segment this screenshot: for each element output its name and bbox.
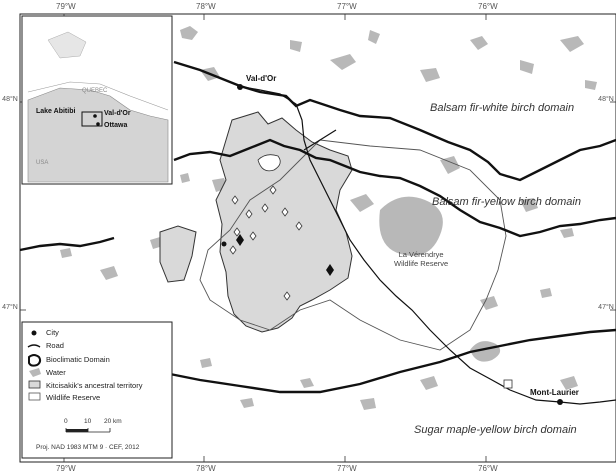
domain-label-fir-yellow-birch: Balsam fir-yellow birch domain (432, 196, 581, 208)
wildlife-reserve-label-line1: La Vérendrye (398, 250, 444, 259)
inset-label-ottawa: Ottawa (104, 122, 128, 129)
domain-label-fir-white-birch: Balsam fir-white birch domain (430, 102, 575, 114)
city-dot-icon (557, 399, 563, 405)
coord-top-79: 79°W (56, 2, 76, 11)
legend-label-city: City (46, 328, 59, 337)
projection-credit: Proj. NAD 1983 MTM 9 · CEF, 2012 (36, 444, 140, 451)
coord-left-48: 48°N (2, 96, 18, 103)
inset-label-quebec: QUEBEC (82, 88, 108, 94)
legend-label-territory: Kitcisakik's ancestral territory (46, 381, 143, 390)
legend-label-water: Water (46, 368, 66, 377)
coord-bottom-79: 79°W (56, 464, 76, 473)
coord-top-76: 76°W (478, 2, 498, 11)
city-label-val-dor: Val-d'Or (246, 74, 277, 83)
scale-label-20km: 20 km (104, 418, 122, 425)
inset-label-lake-abitibi: Lake Abitibi (36, 108, 76, 115)
legend-label-reserve: Wildlife Reserve (46, 393, 101, 402)
reserve-entrance-icon (504, 380, 512, 388)
legend-label-road: Road (46, 341, 64, 350)
coord-bottom-78: 78°W (196, 464, 216, 473)
inset-label-val-dor: Val-d'Or (104, 110, 131, 117)
coord-bottom-77: 77°W (337, 464, 357, 473)
domain-label-maple-yellow-birch: Sugar maple-yellow birch domain (414, 424, 577, 436)
legend-label-domain: Bioclimatic Domain (46, 355, 110, 364)
coord-right-47: 47°N (598, 304, 614, 311)
coord-bottom-76: 76°W (478, 464, 498, 473)
wildlife-reserve-label (394, 250, 448, 268)
coord-top-78: 78°W (196, 2, 216, 11)
city-dot-icon (237, 84, 243, 90)
inset-map (22, 16, 172, 184)
coord-top-77: 77°W (337, 2, 357, 11)
city-label-mont-laurier: Mont-Laurier (530, 388, 579, 397)
inset-label-usa: USA (36, 160, 49, 166)
legend-box (22, 322, 172, 458)
scale-label-10: 10 (84, 418, 92, 425)
coord-left-47: 47°N (2, 304, 18, 311)
coord-right-48: 48°N (598, 96, 614, 103)
wildlife-reserve-label-line2: Wildlife Reserve (394, 259, 449, 268)
scale-label-0: 0 (64, 418, 68, 425)
